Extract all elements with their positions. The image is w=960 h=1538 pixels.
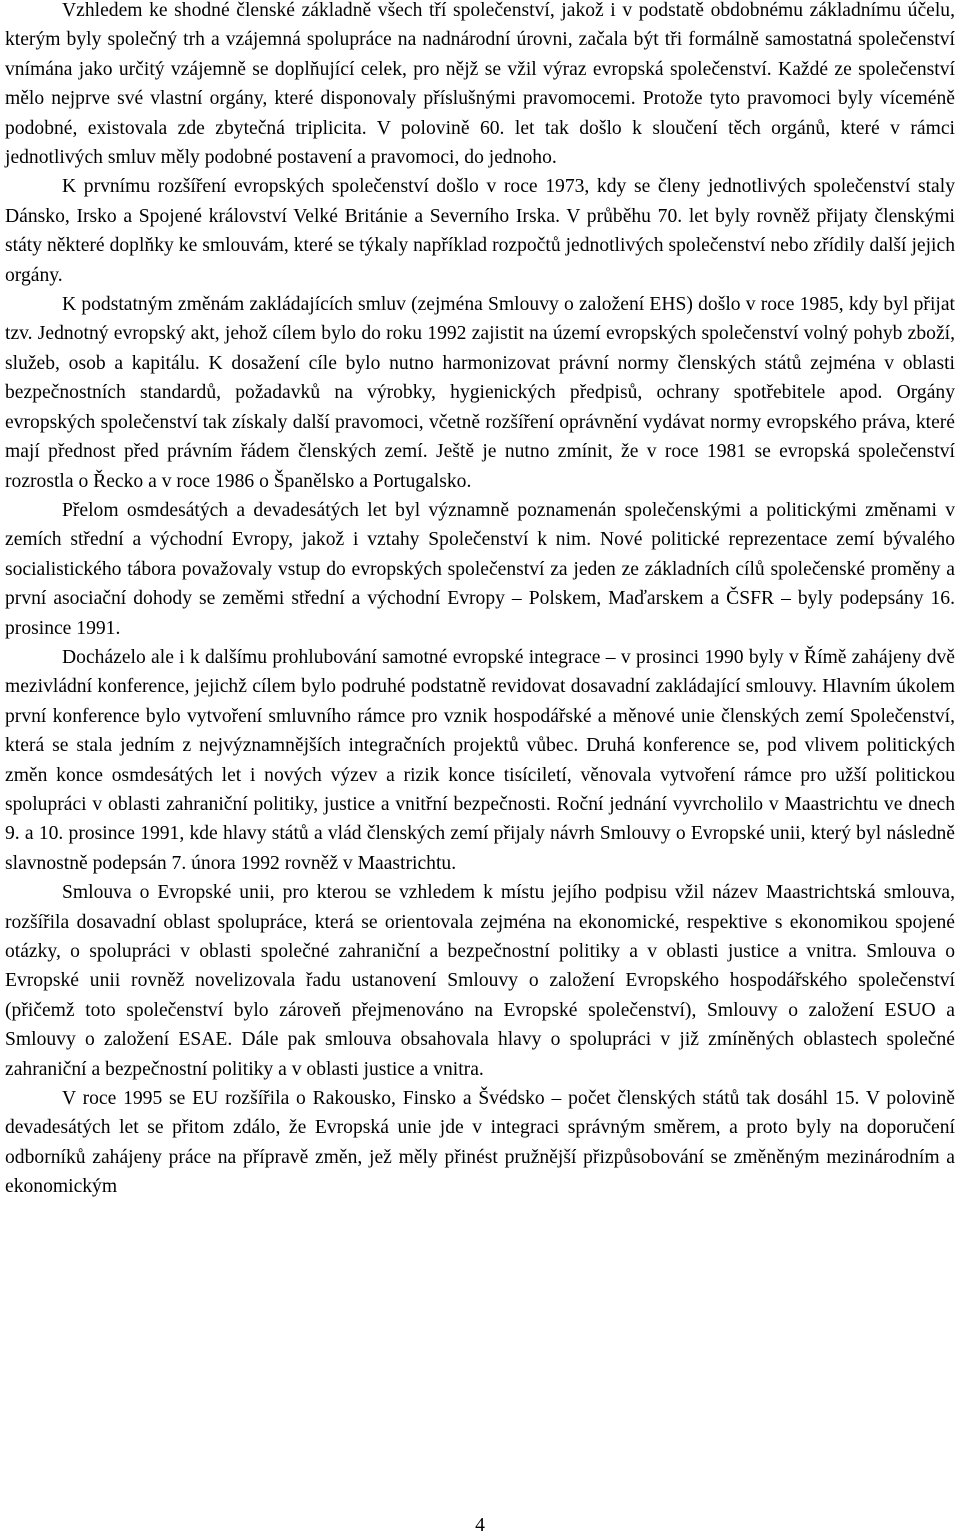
document-page (5, 0, 955, 1202)
paragraph-6: Smlouva o Evropské unii, pro kterou se vzhledem k místu jejího podpisu vžil název Maastrichtská smlouva, rozšířila dosavadní oblast spolupráce, která se orientovala zejména na ekonomické, respektive s ekonomikou spojené otázky, o spolupráci v oblasti společné zahraniční a bezpečnostní politiky a v oblasti justice a vnitra. Smlouva o Evropské unii rovněž novelizovala řadu ustanovení Smlouvy o založení Evropského hospodářského společenství (přičemž toto společenství bylo zároveň přejmenováno na Evropské společenství), Smlouvy o založení ESUO a Smlouvy o založení ESAE. Dále pak smlouva obsahovala hlavy o spolupráci v již zmíněných oblastech společné zahraniční a bezpečnostní politiky a v oblasti justice a vnitra. (5, 882, 955, 1080)
paragraph-3: K podstatným změnám zakládajících smluv (zejména Smlouvy o založení EHS) došlo v roce 1985, kdy byl přijat tzv. Jednotný evropský akt, jehož cílem bylo do roku 1992 zajistit na území evropských společenství volný pohyb zboží, služeb, osob a kapitálu. K dosažení cíle bylo nutno harmonizovat právní normy členských států zejména v oblasti bezpečnostních standardů, požadavků na výrobky, hygienických předpisů, ochrany spotřebitele apod. Orgány evropských společenství tak získaly další pravomoci, včetně rozšíření oprávnění vydávat normy evropského práva, které mají přednost před právním řádem členských zemí. Ještě je nutno zmínit, že v roce 1981 se evropská společenství rozrostla o Řecko a v roce 1986 o Španělsko a Portugalsko. (5, 294, 955, 492)
page-number: 4 (475, 1515, 485, 1536)
paragraph-4: Přelom osmdesátých a devadesátých let byl významně poznamenán společenskými a politickými změnami v zemích střední a východní Evropy, jakož i vztahy Společenství k nim. Nové politické reprezentace zemí bývalého socialistického tábora považovaly vstup do evropských společenství za jeden ze základních cílů společenské proměny a první asociační dohody se zeměmi střední a východní Evropy – Polskem, Maďarskem a ČSFR – byly podepsány 16. prosince 1991. (5, 499, 955, 639)
paragraph-7: V roce 1995 se EU rozšířila o Rakousko, Finsko a Švédsko – počet členských států tak dosáhl 15. V polovině devadesátých let se přitom zdálo, že Evropská unie jde v integraci správným směrem, a proto byly na doporučení odborníků zahájeny práce na přípravě změn, jež měly přinést pružnější přizpůsobování se změněným mezinárodním a ekonomickým (5, 1088, 955, 1198)
paragraph-5: Docházelo ale i k dalšímu prohlubování samotné evropské integrace – v prosinci 1990 byly v Římě zahájeny dvě mezivládní konference, jejichž cílem bylo podruhé podstatně revidovat dosavadní zakládající smlouvy. Hlavním úkolem první konference bylo vytvoření smluvního rámce pro vznik hospodářské a měnové unie členských zemí Společenství, která se stala jedním z nejvýznamnějších integračních projektů vůbec. Druhá konference se, pod vlivem politických změn konce osmdesátých let i nových výzev a rizik konce tisíciletí, věnovala vytvoření rámce pro užší politickou spolupráci v oblasti zahraniční politiky, justice a vnitřní bezpečnosti. Roční jednání vyvrcholilo v Maastrichtu ve dnech 9. a 10. prosince 1991, kde hlavy států a vlád členských zemí přijaly návrh Smlouvy o Evropské unii, který byl následně slavnostně podepsán 7. února 1992 rovněž v Maastrichtu. (5, 646, 955, 874)
paragraph-1: Vzhledem ke shodné členské základně všech tří společenství, jakož i v podstatě obdobnému základnímu účelu, kterým byly společný trh a vzájemná spolupráce na nadnárodní úrovni, začala být tři formálně samostatná společenství vnímána jako určitý vzájemně se doplňující celek, pro nějž se vžil výraz evropská společenství. Každé ze společenství mělo nejprve své vlastní orgány, které disponovaly příslušnými pravomocemi. Protože tyto pravomoci byly víceméně podobné, existovala zde zbytečná triplicita. V polovině 60. let tak došlo k sloučení těch orgánů, které v rámci jednotlivých smluv měly podobné postavení a pravomoci, do jednoho. (5, 0, 955, 169)
paragraph-2: K prvnímu rozšíření evropských společenství došlo v roce 1973, kdy se členy jednotlivých společenství staly Dánsko, Irsko a Spojené království Velké Británie a Severního Irska. V průběhu 70. let byly rovněž přijaty členskými státy některé doplňky ke smlouvám, které se týkaly například rozpočtů jednotlivých společenství nebo zřídily další jejich orgány. (5, 176, 955, 286)
